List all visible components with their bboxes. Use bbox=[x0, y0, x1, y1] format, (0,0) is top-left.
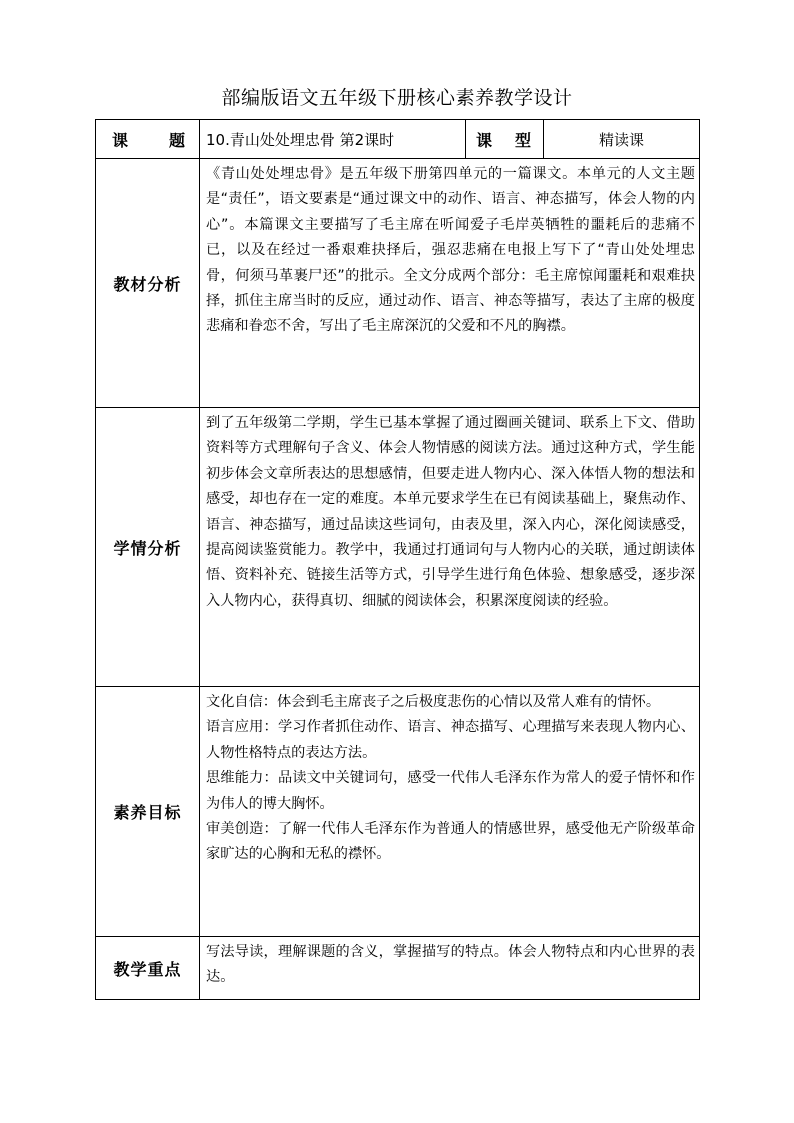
goals-content bbox=[200, 687, 700, 937]
topic-label-char-2: 题 bbox=[168, 130, 185, 150]
materials-row bbox=[96, 159, 700, 408]
type-label-char-1: 课 bbox=[476, 130, 493, 150]
header-row bbox=[96, 120, 700, 159]
type-label-cell bbox=[466, 120, 544, 159]
materials-label: 教材分析 bbox=[96, 159, 200, 408]
materials-content: 《青山处处埋忠骨》是五年级下册第四单元的一篇课文。本单元的人文主题是“责任”，语文要素是“通过课文中的动作、语言、神态描写，体会人物的内心”。本篇课文主要描写了毛主席在听闻爱子毛岸英牺牲的噩耗后的悲痛不已，以及在经过一番艰难抉择后，强忍悲痛在电报上写下了“青山处处埋忠骨，何须马革裹尸还”的批示。全文分成两个部分：毛主席惊闻噩耗和艰难抉择，抓住主席当时的反应，通过动作、语言、神态等描写，表达了主席的极度悲痛和眷恋不舍，写出了毛主席深沉的父爱和不凡的胸襟。 bbox=[200, 159, 700, 408]
topic-label-cell bbox=[96, 120, 200, 159]
type-value: 精读课 bbox=[544, 120, 700, 159]
goal-item-language: 语言应用：学习作者抓住动作、语言、神态描写、心理描写来表现人物内心、人物性格特点的表达方法。 bbox=[206, 719, 695, 761]
students-row bbox=[96, 408, 700, 687]
goals-row bbox=[96, 687, 700, 937]
focus-label: 教学重点 bbox=[96, 937, 200, 1000]
students-content: 到了五年级第二学期，学生已基本掌握了通过圈画关键词、联系上下文、借助资料等方式理解句子含义、体会人物情感的阅读方法。通过这种方式，学生能初步体会文章所表达的思想感情，但要走进人物内心、深入体悟人物的想法和感受，却也存在一定的难度。本单元要求学生在已有阅读基础上，聚焦动作、语言、神态描写，通过品读这些词句，由表及里，深入内心，深化阅读感受，提高阅读鉴赏能力。教学中，我通过打通词句与人物内心的关联，通过朗读体悟、资料补充、链接生活等方式，引导学生进行角色体验、想象感受，逐步深入人物内心，获得真切、细腻的阅读体会，积累深度阅读的经验。 bbox=[200, 408, 700, 687]
topic-value: 10.青山处处埋忠骨 第2课时 bbox=[200, 120, 466, 159]
focus-row bbox=[96, 937, 700, 1000]
topic-label-char-1: 课 bbox=[112, 130, 129, 150]
goal-item-thinking: 思维能力：品读文中关键词句，感受一代伟人毛泽东作为常人的爱子情怀和作为伟人的博大胸怀。 bbox=[206, 770, 695, 812]
document-title: 部编版语文五年级下册核心素养教学设计 bbox=[221, 87, 573, 109]
goal-item-aesthetic: 审美创造：了解一代伟人毛泽东作为普通人的情感世界，感受他无产阶级革命家旷达的心胸和无私的襟怀。 bbox=[206, 821, 695, 863]
goal-item-culture: 文化自信：体会到毛主席丧子之后极度悲伤的心情以及常人难有的情怀。 bbox=[206, 694, 661, 710]
lesson-plan-table bbox=[95, 119, 700, 1000]
focus-content: 写法导读，理解课题的含义，掌握描写的特点。体会人物特点和内心世界的表达。 bbox=[200, 937, 700, 1000]
type-label-char-2: 型 bbox=[514, 130, 531, 150]
goals-label: 素养目标 bbox=[96, 687, 200, 937]
students-label: 学情分析 bbox=[96, 408, 200, 687]
